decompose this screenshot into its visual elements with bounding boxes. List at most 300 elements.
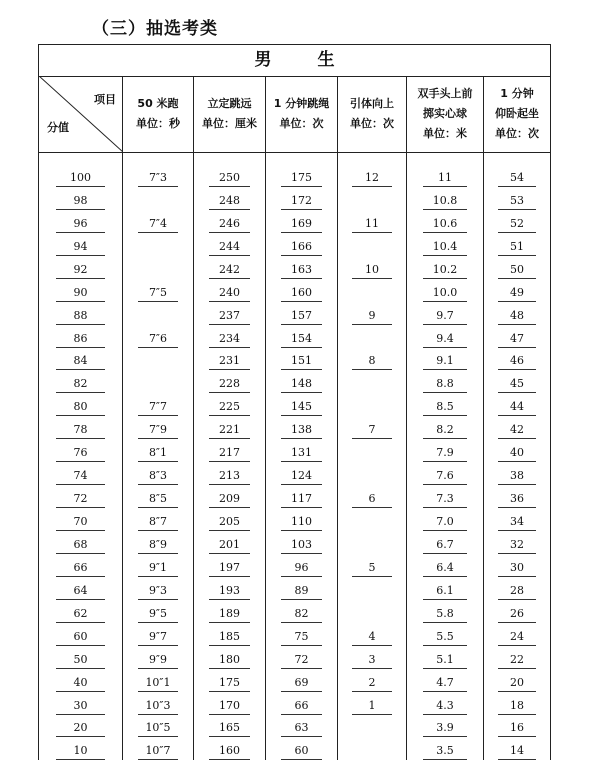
table-cell <box>338 370 406 393</box>
cell-value: 20 <box>56 721 104 737</box>
cell-value: 50 <box>498 263 536 279</box>
table-cell <box>338 600 406 623</box>
table-cell <box>484 187 550 210</box>
header-unit: 单位：厘米 <box>202 117 257 130</box>
cell-value: 5.8 <box>423 607 467 623</box>
table-cell <box>338 554 406 577</box>
cell-value: 34 <box>498 515 536 531</box>
table-cell <box>266 462 337 485</box>
cell-value: 8.2 <box>423 423 467 439</box>
table-cell <box>39 554 122 577</box>
cell-value <box>352 553 391 554</box>
table-cell <box>266 393 337 416</box>
cell-value: 172 <box>281 194 322 210</box>
cell-value: 10.6 <box>423 217 467 233</box>
table-cell <box>39 508 122 531</box>
table-cell <box>407 370 483 393</box>
table-cell <box>266 737 337 760</box>
table-cell <box>407 715 483 738</box>
cell-value: 2 <box>352 676 391 692</box>
cell-value: 82 <box>281 607 322 623</box>
cell-value: 7.6 <box>423 469 467 485</box>
cell-value: 7.9 <box>423 446 467 462</box>
cell-value: 10.0 <box>423 286 467 302</box>
table-cell <box>123 485 193 508</box>
table-cell <box>123 439 193 462</box>
cell-value <box>352 392 391 393</box>
table-cell <box>194 646 265 669</box>
table-cell <box>266 348 337 371</box>
table-cell <box>194 187 265 210</box>
table-cell <box>484 531 550 554</box>
cell-value: 92 <box>56 263 104 279</box>
cell-value: 7 <box>352 423 391 439</box>
cell-value: 54 <box>498 171 536 187</box>
cell-value: 60 <box>56 630 104 646</box>
table-cell <box>194 462 265 485</box>
table-cell <box>123 325 193 348</box>
cell-value <box>352 347 391 348</box>
cell-value <box>352 759 391 760</box>
cell-value: 213 <box>209 469 250 485</box>
table-cell <box>266 531 337 554</box>
table-cell <box>123 577 193 600</box>
table-cell <box>407 554 483 577</box>
table-cell <box>407 623 483 646</box>
table-cell <box>39 256 122 279</box>
cell-value: 10.4 <box>423 240 467 256</box>
table-cell <box>484 164 550 187</box>
cell-value: 63 <box>281 721 322 737</box>
table-cell <box>407 187 483 210</box>
table-cell <box>338 531 406 554</box>
header-standing-long-jump <box>194 76 266 152</box>
cell-value <box>352 301 391 302</box>
table-cell <box>266 485 337 508</box>
cell-value: 157 <box>281 309 322 325</box>
table-cell <box>338 439 406 462</box>
cell-value: 86 <box>56 332 104 348</box>
cell-value: 42 <box>498 423 536 439</box>
cell-value: 28 <box>498 584 536 600</box>
table-cell <box>194 302 265 325</box>
table-cell <box>39 302 122 325</box>
table-cell <box>123 600 193 623</box>
cell-value: 6.4 <box>423 561 467 577</box>
table-header <box>39 76 550 153</box>
cell-value: 103 <box>281 538 322 554</box>
table-cell <box>123 715 193 738</box>
cell-value: 8″7 <box>138 515 179 531</box>
cell-value: 36 <box>498 492 536 508</box>
table-cell <box>39 577 122 600</box>
cell-value: 100 <box>56 171 104 187</box>
table-cell <box>39 462 122 485</box>
table-cell <box>407 508 483 531</box>
table-cell <box>266 692 337 715</box>
cell-value: 8 <box>352 354 391 370</box>
cell-value: 49 <box>498 286 536 302</box>
cell-value: 138 <box>281 423 322 439</box>
table-cell <box>266 302 337 325</box>
cell-value: 240 <box>209 286 250 302</box>
cell-value: 75 <box>281 630 322 646</box>
cell-value: 237 <box>209 309 250 325</box>
cell-value: 9 <box>352 309 391 325</box>
cell-value: 5 <box>352 561 391 577</box>
table-cell <box>266 370 337 393</box>
table-cell <box>123 393 193 416</box>
header-label-2: 掷实心球 <box>423 107 467 120</box>
table-cell <box>484 623 550 646</box>
table-cell <box>407 531 483 554</box>
cell-value: 10.2 <box>423 263 467 279</box>
table-cell <box>39 646 122 669</box>
cell-value: 250 <box>209 171 250 187</box>
cell-value: 3.5 <box>423 744 467 760</box>
cell-value: 84 <box>56 354 104 370</box>
cell-value: 154 <box>281 332 322 348</box>
cell-value: 88 <box>56 309 104 325</box>
table-cell <box>484 737 550 760</box>
cell-value: 72 <box>281 653 322 669</box>
table-cell <box>484 233 550 256</box>
table-cell <box>266 623 337 646</box>
table-cell <box>338 256 406 279</box>
cell-value: 228 <box>209 377 250 393</box>
header-unit: 单位：秒 <box>136 117 180 130</box>
header-label: 1 分钟 <box>500 87 534 100</box>
table-cell <box>407 302 483 325</box>
cell-value: 60 <box>281 744 322 760</box>
cell-value <box>138 392 179 393</box>
header-pull-ups <box>338 76 407 152</box>
table-cell <box>123 531 193 554</box>
header-unit: 单位：次 <box>279 117 324 130</box>
header-label-2: 仰卧起坐 <box>495 107 539 120</box>
table-cell <box>266 508 337 531</box>
cell-value <box>352 530 391 531</box>
cell-value: 131 <box>281 446 322 462</box>
header-50m-run <box>123 76 194 152</box>
cell-value: 48 <box>498 309 536 325</box>
table-cell <box>407 393 483 416</box>
cell-value <box>352 599 391 600</box>
table-cell <box>194 715 265 738</box>
cell-value: 98 <box>56 194 104 210</box>
table-cell <box>194 393 265 416</box>
cell-value: 4.7 <box>423 676 467 692</box>
cell-value: 69 <box>281 676 322 692</box>
cell-value: 165 <box>209 721 250 737</box>
cell-value: 225 <box>209 400 250 416</box>
header-rope-skipping <box>266 76 338 152</box>
table-cell <box>407 210 483 233</box>
table-cell <box>338 577 406 600</box>
table-cell <box>39 692 122 715</box>
table-cell <box>123 370 193 393</box>
cell-value: 217 <box>209 446 250 462</box>
cell-value: 124 <box>281 469 322 485</box>
cell-value: 117 <box>281 492 322 508</box>
cell-value: 170 <box>209 699 250 715</box>
cell-value: 90 <box>56 286 104 302</box>
table-cell <box>338 164 406 187</box>
table-cell <box>39 210 122 233</box>
cell-value: 209 <box>209 492 250 508</box>
table-cell <box>407 577 483 600</box>
cell-value: 66 <box>281 699 322 715</box>
cell-value: 10 <box>56 744 104 760</box>
cell-value: 8.5 <box>423 400 467 416</box>
cell-value: 221 <box>209 423 250 439</box>
cell-value <box>352 484 391 485</box>
cell-value: 47 <box>498 332 536 348</box>
table-cell <box>484 416 550 439</box>
header-sit-ups <box>484 76 550 152</box>
cell-value: 9″7 <box>138 630 179 646</box>
table-cell <box>338 485 406 508</box>
cell-value: 10 <box>352 263 391 279</box>
cell-value <box>352 209 391 210</box>
table-cell <box>123 187 193 210</box>
cell-value: 7″6 <box>138 332 179 348</box>
table-cell <box>338 416 406 439</box>
cell-value: 9″9 <box>138 653 179 669</box>
table-cell <box>338 348 406 371</box>
table-cell <box>338 393 406 416</box>
cell-value: 145 <box>281 400 322 416</box>
cell-value: 7″3 <box>138 171 179 187</box>
cell-value: 6.1 <box>423 584 467 600</box>
column-score <box>39 152 123 760</box>
table-cell <box>266 554 337 577</box>
cell-value: 12 <box>352 171 391 187</box>
header-label: 1 分钟跳绳 <box>273 97 330 110</box>
table-cell <box>407 256 483 279</box>
table-cell <box>484 715 550 738</box>
table-cell <box>266 600 337 623</box>
table-cell <box>194 600 265 623</box>
cell-value: 185 <box>209 630 250 646</box>
table-cell <box>484 210 550 233</box>
cell-value: 94 <box>56 240 104 256</box>
table-cell <box>484 485 550 508</box>
cell-value: 38 <box>498 469 536 485</box>
column-medicine-ball <box>407 152 484 760</box>
table-cell <box>194 577 265 600</box>
table-cell <box>194 485 265 508</box>
table-cell <box>266 279 337 302</box>
table-cell <box>194 416 265 439</box>
cell-value: 80 <box>56 400 104 416</box>
table-body <box>39 152 550 760</box>
table-cell <box>484 692 550 715</box>
table-cell <box>123 233 193 256</box>
table-cell <box>338 669 406 692</box>
table-cell <box>338 646 406 669</box>
table-cell <box>266 187 337 210</box>
table-cell <box>484 462 550 485</box>
cell-value: 197 <box>209 561 250 577</box>
table-cell <box>266 325 337 348</box>
header-score-label: 分值 <box>47 121 69 134</box>
header-medicine-ball <box>407 76 484 152</box>
cell-value: 201 <box>209 538 250 554</box>
cell-value: 7″5 <box>138 286 179 302</box>
table-cell <box>484 256 550 279</box>
table-cell <box>39 715 122 738</box>
cell-value: 9.1 <box>423 354 467 370</box>
header-item-label: 项目 <box>94 93 116 106</box>
table-cell <box>266 210 337 233</box>
table-cell <box>194 623 265 646</box>
cell-value: 9.4 <box>423 332 467 348</box>
cell-value: 7.3 <box>423 492 467 508</box>
cell-value: 70 <box>56 515 104 531</box>
table-cell <box>338 302 406 325</box>
table-cell <box>39 325 122 348</box>
table-cell <box>39 439 122 462</box>
cell-value: 7″4 <box>138 217 179 233</box>
table-cell <box>123 554 193 577</box>
cell-value <box>138 324 179 325</box>
table-cell <box>484 302 550 325</box>
cell-value: 231 <box>209 354 250 370</box>
cell-value: 68 <box>56 538 104 554</box>
table-cell <box>39 669 122 692</box>
cell-value: 53 <box>498 194 536 210</box>
cell-value <box>352 461 391 462</box>
table-cell <box>266 233 337 256</box>
cell-value: 175 <box>209 676 250 692</box>
table-cell <box>194 439 265 462</box>
cell-value: 110 <box>281 515 322 531</box>
table-cell <box>39 416 122 439</box>
table-cell <box>194 348 265 371</box>
table-cell <box>39 187 122 210</box>
cell-value: 7.0 <box>423 515 467 531</box>
cell-value <box>138 369 179 370</box>
cell-value: 14 <box>498 744 536 760</box>
table-cell <box>123 279 193 302</box>
table-cell <box>39 370 122 393</box>
table-cell <box>407 233 483 256</box>
table-cell <box>194 325 265 348</box>
cell-value: 74 <box>56 469 104 485</box>
table-cell <box>484 439 550 462</box>
table-cell <box>266 669 337 692</box>
cell-value: 16 <box>498 721 536 737</box>
cell-value: 7″9 <box>138 423 179 439</box>
table-cell <box>194 692 265 715</box>
cell-value: 160 <box>209 744 250 760</box>
cell-value: 30 <box>498 561 536 577</box>
table-cell <box>407 325 483 348</box>
cell-value: 32 <box>498 538 536 554</box>
table-cell <box>194 164 265 187</box>
table-cell <box>194 256 265 279</box>
table-cell <box>407 485 483 508</box>
cell-value: 18 <box>498 699 536 715</box>
table-cell <box>39 485 122 508</box>
cell-value: 6 <box>352 492 391 508</box>
cell-value: 169 <box>281 217 322 233</box>
column-sit-ups <box>484 152 550 760</box>
table-cell <box>39 531 122 554</box>
cell-value: 9″1 <box>138 561 179 577</box>
table-cell <box>266 646 337 669</box>
table-cell <box>484 393 550 416</box>
table-cell <box>484 348 550 371</box>
cell-value: 78 <box>56 423 104 439</box>
table-cell <box>266 416 337 439</box>
cell-value: 175 <box>281 171 322 187</box>
cell-value: 45 <box>498 377 536 393</box>
header-label: 双手头上前 <box>417 87 473 100</box>
cell-value: 8.8 <box>423 377 467 393</box>
table-cell <box>123 302 193 325</box>
cell-value: 4 <box>352 630 391 646</box>
cell-value: 163 <box>281 263 322 279</box>
cell-value: 10″5 <box>138 721 179 737</box>
cell-value: 72 <box>56 492 104 508</box>
table-cell <box>39 348 122 371</box>
table-cell <box>338 692 406 715</box>
header-unit: 单位：次 <box>350 117 394 130</box>
cell-value: 52 <box>498 217 536 233</box>
cell-value: 51 <box>498 240 536 256</box>
cell-value: 22 <box>498 653 536 669</box>
table-cell <box>407 692 483 715</box>
table-cell <box>39 393 122 416</box>
cell-value: 6.7 <box>423 538 467 554</box>
table-cell <box>484 325 550 348</box>
cell-value: 20 <box>498 676 536 692</box>
table-cell <box>484 279 550 302</box>
table-cell <box>407 646 483 669</box>
cell-value <box>138 209 179 210</box>
cell-value: 11 <box>423 171 467 187</box>
table-cell <box>123 348 193 371</box>
table-cell <box>123 623 193 646</box>
table-cell <box>194 279 265 302</box>
cell-value: 160 <box>281 286 322 302</box>
cell-value: 24 <box>498 630 536 646</box>
column-standing-long-jump <box>194 152 266 760</box>
table-cell <box>123 462 193 485</box>
table-cell <box>194 210 265 233</box>
column-pull-ups <box>338 152 407 760</box>
table-cell <box>194 669 265 692</box>
table-cell <box>407 600 483 623</box>
cell-value <box>352 255 391 256</box>
cell-value: 8″1 <box>138 446 179 462</box>
table-cell <box>484 600 550 623</box>
table-cell <box>266 577 337 600</box>
cell-value: 8″9 <box>138 538 179 554</box>
column-rope-skipping <box>266 152 338 760</box>
cell-value: 96 <box>56 217 104 233</box>
cell-value: 8″3 <box>138 469 179 485</box>
cell-value: 40 <box>498 446 536 462</box>
table-cell <box>338 462 406 485</box>
cell-value: 246 <box>209 217 250 233</box>
table-cell <box>484 508 550 531</box>
table-cell <box>194 370 265 393</box>
cell-value: 9″3 <box>138 584 179 600</box>
header-label: 引体向上 <box>350 97 394 110</box>
